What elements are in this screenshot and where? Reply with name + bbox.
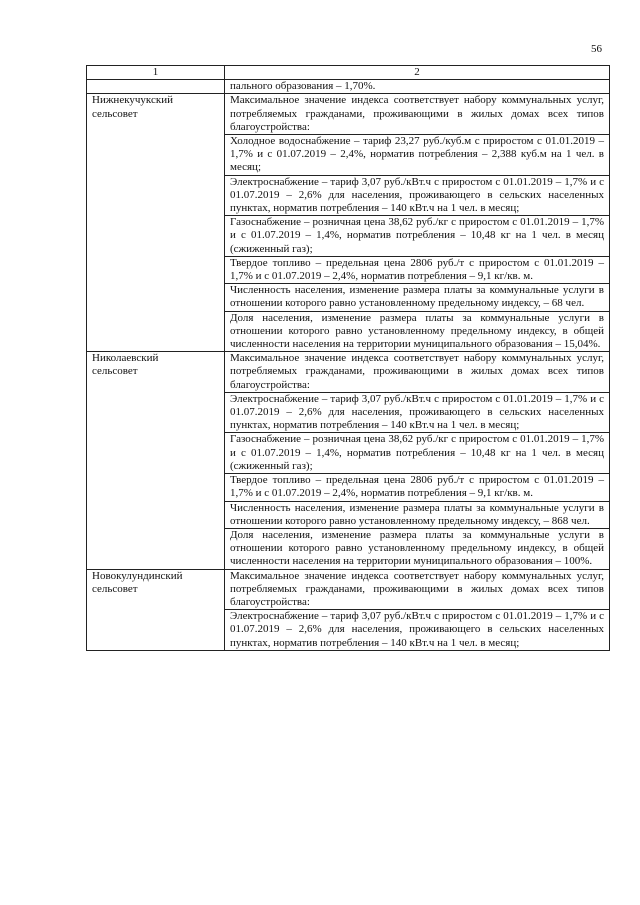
paragraph: Твердое топливо – предельная цена 2806 руб./т с приростом с 01.01.2019 – 1,7% и с 01.07.2019 – 2,4%, норматив потребления – 9,1 кг/кв. м. <box>225 256 609 283</box>
paragraph: Холодное водоснабжение – тариф 23,27 руб./куб.м с приростом с 01.01.2019 – 1,7% и с 01.07.2019 – 2,4%, норматив потребления – 2,388 куб.м на 1 чел. в месяц; <box>225 134 609 175</box>
paragraph: Газоснабжение – розничная цена 38,62 руб./кг с приростом с 01.01.2019 – 1,7% и с 01.07.2019 – 1,4%, норматив потребления – 10,48 кг на 1 чел. в месяц (сжиженный газ); <box>225 215 609 256</box>
paragraph: Электроснабжение – тариф 3,07 руб./кВт.ч с приростом с 01.01.2019 – 1,7% и с 01.07.2019 – 2,6% для населения, проживающего в сельских населенных пунктах, норматив потребления – 140 кВт.ч на 1 чел. в месяц; <box>225 392 609 433</box>
paragraph: Максимальное значение индекса соответствует набору коммунальных услуг, потребляемых гражданами, проживающими в жилых домах всех типов благоустройства: <box>230 94 604 133</box>
table-row <box>87 352 610 569</box>
tariff-table <box>86 65 610 651</box>
paragraph: Численность населения, изменение размера платы за коммунальные услуги в отношении которого равно установленному предельному индексу, – 68 чел. <box>225 283 609 310</box>
paragraph: Доля населения, изменение размера платы за коммунальные услуги в отношении которого равно установленному предельному индексу, в общей численности населения на территории муниципального образования – 100%. <box>225 528 609 569</box>
paragraph: Электроснабжение – тариф 3,07 руб./кВт.ч с приростом с 01.01.2019 – 1,7% и с 01.07.2019 – 2,6% для населения, проживающего в сельских населенных пунктах, норматив потребления – 140 кВт.ч на 1 чел. в месяц; <box>225 609 609 650</box>
carryover-row <box>87 80 610 94</box>
municipality-name: Николаевский сельсовет <box>87 352 225 569</box>
carryover-text: пального образования – 1,70%. <box>225 80 610 94</box>
table-row <box>87 569 610 650</box>
paragraph: Численность населения, изменение размера платы за коммунальные услуги в отношении которого равно установленному предельному индексу, – 868 чел. <box>225 501 609 528</box>
municipality-details <box>225 352 610 569</box>
paragraph: Газоснабжение – розничная цена 38,62 руб./кг с приростом с 01.01.2019 – 1,7% и с 01.07.2019 – 1,4%, норматив потребления – 10,48 кг на 1 чел. в месяц (сжиженный газ); <box>225 432 609 473</box>
paragraph: Максимальное значение индекса соответствует набору коммунальных услуг, потребляемых гражданами, проживающими в жилых домах всех типов благоустройства: <box>230 352 604 391</box>
carryover-empty-cell <box>87 80 225 94</box>
municipality-details <box>225 569 610 650</box>
header-col-1: 1 <box>87 66 225 80</box>
table-row <box>87 94 610 352</box>
paragraph: Максимальное значение индекса соответствует набору коммунальных услуг, потребляемых гражданами, проживающими в жилых домах всех типов благоустройства: <box>230 569 604 608</box>
paragraph: Электроснабжение – тариф 3,07 руб./кВт.ч с приростом с 01.01.2019 – 1,7% и с 01.07.2019 – 2,6% для населения, проживающего в сельских населенных пунктах, норматив потребления – 140 кВт.ч на 1 чел. в месяц; <box>225 175 609 216</box>
paragraph: Доля населения, изменение размера платы за коммунальные услуги в отношении которого равно установленному предельному индексу, в общей численности населения на территории муниципального образования – 15,04%. <box>225 311 609 352</box>
municipality-name: Новокулундинский сельсовет <box>87 569 225 650</box>
municipality-details <box>225 94 610 352</box>
table-header-row <box>87 66 610 80</box>
header-col-2: 2 <box>225 66 610 80</box>
paragraph: Твердое топливо – предельная цена 2806 руб./т с приростом с 01.01.2019 – 1,7% и с 01.07.2019 – 2,4%, норматив потребления – 9,1 кг/кв. м. <box>225 473 609 500</box>
municipality-name: Нижнекучукский сельсовет <box>87 94 225 352</box>
page-number: 56 <box>591 43 602 55</box>
